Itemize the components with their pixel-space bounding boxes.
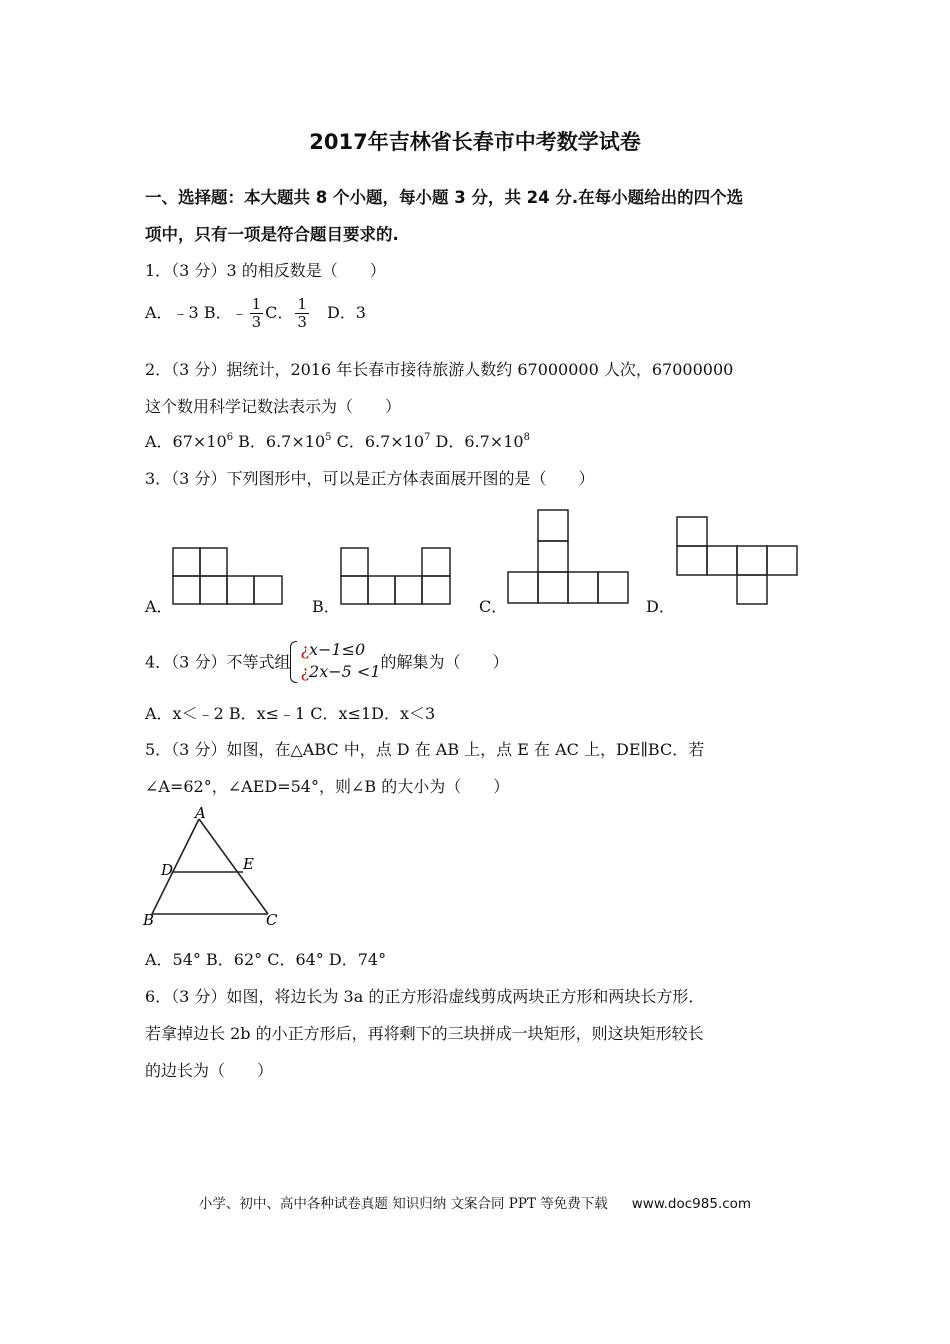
- q4-options: A．x＜﹣2 B．x≤﹣1 C．x≤1D．x＜3: [145, 704, 436, 723]
- q6-stem-line1: 6．（3 分）如图，将边长为 3a 的正方形沿虚线剪成两块正方形和两块长方形．: [145, 987, 705, 1006]
- label-b: B: [143, 911, 155, 929]
- footer-url: www.doc985.com: [631, 1196, 752, 1212]
- q1-fraction-c: [295, 296, 309, 331]
- q4-stem: [145, 639, 509, 683]
- q3-label-b: B．: [312, 597, 340, 616]
- q3-figure-b: [340, 547, 452, 605]
- q2-stem-line1: 2．（3 分）据统计，2016 年长春市接待旅游人数约 67000000 人次，67000000: [145, 360, 734, 379]
- inequality-system: [290, 639, 380, 683]
- q2-stem-line2: 这个数用科学记数法表示为（ ）: [145, 397, 402, 416]
- q1-stem: 1．（3 分）3 的相反数是（ ）: [145, 261, 386, 280]
- q5-options: A．54° B．62° C．64° D．74°: [145, 950, 387, 969]
- q2-option-c: C．6.7×10: [331, 432, 425, 451]
- q3-stem: 3．（3 分）下列图形中，可以是正方体表面展开图的是（ ）: [145, 469, 595, 488]
- exponent: 7: [424, 432, 431, 443]
- q6-stem-line3: 的边长为（ ）: [145, 1061, 274, 1080]
- exponent: 5: [325, 432, 332, 443]
- q1-fraction-b: [250, 296, 264, 331]
- q2-option-d: D．6.7×10: [430, 432, 524, 451]
- fraction-denominator: 3: [251, 313, 262, 331]
- q5-stem-line1: 5．（3 分）如图，在△ABC 中，点 D 在 AB 上，点 E 在 AC 上，DE∥BC．若: [145, 740, 705, 759]
- q4-suffix: 的解集为（ ）: [380, 652, 509, 672]
- section-heading-line2: 项中，只有一项是符合题目要求的.: [145, 225, 399, 244]
- fraction-numerator: 1: [251, 295, 262, 313]
- q1-neg-sign: ﹣: [231, 303, 248, 322]
- exponent: 6: [226, 432, 234, 443]
- q3-figure-c: [507, 509, 631, 605]
- section-heading-line1: 一、选择题：本大题共 8 个小题，每小题 3 分，共 24 分.在每小题给出的四个选: [145, 188, 744, 207]
- q2-options: [145, 429, 530, 452]
- inequality-1: x−1≤0: [309, 640, 366, 659]
- q2-option-a: A．67×10: [145, 432, 227, 451]
- q5-triangle-figure: [140, 806, 280, 930]
- q4-prefix: 4．（3 分）不等式组: [145, 652, 291, 672]
- footer: [0, 1192, 950, 1212]
- label-d: D: [161, 861, 174, 879]
- q1-option-d: D．3: [310, 303, 366, 322]
- brace-icon: [290, 641, 297, 683]
- glyph-mark: ¿: [300, 640, 310, 659]
- footer-text: 小学、初中、高中各种试卷真题 知识归纳 文案合同 PPT 等免费下载: [198, 1196, 608, 1212]
- fraction-numerator: 1: [297, 295, 307, 313]
- q6-stem-line2: 若拿掉边长 2b 的小正方形后，再将剩下的三块拼成一块矩形，则这块矩形较长: [145, 1024, 704, 1043]
- label-e: E: [243, 855, 254, 873]
- q1-option-a-b: A．﹣3 B．: [145, 303, 232, 322]
- q3-figure-a: [172, 547, 284, 605]
- inequality-2: 2x−5 <1: [309, 662, 381, 681]
- q3-figure-d: [676, 516, 800, 606]
- q1-option-c: C．: [265, 303, 294, 322]
- q5-stem-line2: ∠A=62°，∠AED=54°，则∠B 的大小为（ ）: [145, 777, 510, 796]
- q1-options: [145, 296, 366, 331]
- label-a: A: [195, 804, 206, 822]
- label-c: C: [266, 911, 278, 929]
- fraction-denominator: 3: [297, 313, 307, 331]
- q3-label-a: A．: [145, 597, 173, 616]
- glyph-mark: ¿: [300, 662, 310, 681]
- page-title: 2017年吉林省长春市中考数学试卷: [309, 130, 641, 154]
- q3-label-d: D．: [646, 597, 675, 616]
- inequality-row-1: [300, 640, 365, 659]
- q3-label-c: C．: [479, 597, 508, 616]
- exponent: 8: [523, 432, 530, 443]
- inequality-row-2: [300, 662, 380, 681]
- q2-option-b: B．6.7×10: [233, 432, 326, 451]
